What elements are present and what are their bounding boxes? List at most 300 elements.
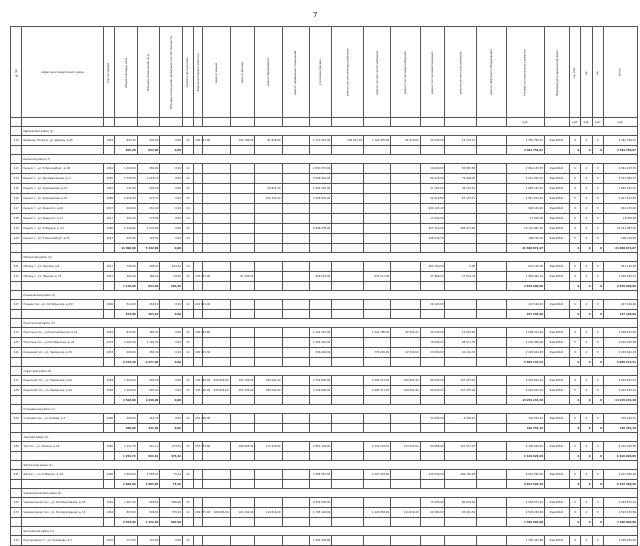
value-cell: 0 [581,442,592,452]
district-label: Обоянский район (2) [22,253,638,262]
value-cell: 16 134,47 [445,136,477,146]
empty-cell [203,518,230,527]
value-cell: 21 [182,136,193,146]
value-cell: 1966 [103,470,114,480]
value-cell: 404,40 [115,272,138,282]
table-row [11,234,638,244]
header-cell: Вид капитального ремонта [194,27,203,118]
value-cell: 0 [592,328,603,338]
empty-cell [194,244,203,253]
value-cell: 375,00 [160,508,183,518]
empty-cell [477,424,506,433]
value-cell: 820,00 [137,386,160,396]
total-cell: 962,90 [160,518,183,527]
value-cell: 21 [182,272,193,282]
table-row [11,338,638,348]
value-cell: Фев.2016г. [545,348,570,358]
value-cell: 128 972,20 [332,136,364,146]
empty-cell [477,214,506,224]
total-cell: 1 252,76 [115,452,138,461]
total-cell: 0 [592,282,603,291]
value-cell: 480,00 [115,414,138,424]
empty-cell [182,396,193,405]
empty-cell [445,396,477,405]
group-no-cell [11,367,22,376]
table-row [11,194,638,204]
value-cell: 222 [11,272,22,282]
value-cell: 1 595 435,80 [506,536,544,546]
total-cell: 473,32 [160,452,183,461]
value-cell [391,184,420,194]
value-cell [194,536,203,546]
header-cell: ед. [592,27,603,118]
value-cell: 2 508 501,00 [309,194,332,204]
table-row [11,224,638,234]
total-cell: 7 466 904,08 [506,518,544,527]
value-cell [445,204,477,214]
table-row [11,204,638,214]
value-cell: 0 [581,194,592,204]
value-cell [255,414,282,424]
value-cell: 206 471,00 [445,224,477,234]
empty-cell [364,244,391,253]
empty-cell [545,518,570,527]
empty-cell [545,452,570,461]
value-cell [332,508,364,518]
value-cell [364,414,391,424]
value-cell [282,376,309,386]
header-cell: Итого [603,27,637,118]
value-cell [332,442,364,452]
district-total-row [11,282,638,291]
header-cell: ремонт подвальных помещений [282,27,309,118]
value-cell: 829 024,00 [309,272,332,282]
value-cell: Фев.2016г. [545,194,570,204]
address-cell: Кшенский пос., ул. Заводская, д.10 [22,386,103,396]
value-cell: 10 141 987,20 [506,224,544,234]
table-row [11,348,638,358]
empty-cell [282,358,309,367]
value-cell: 0,00 [160,184,183,194]
value-cell [282,272,309,282]
district-total-row [11,424,638,433]
total-cell: 0 [581,310,592,319]
total-cell: 0 [592,452,603,461]
value-cell: Фев.2016г. [545,328,570,338]
empty-cell [203,396,230,405]
value-cell: 21 [182,442,193,452]
value-cell: 261,40 [137,204,160,214]
empty-cell [477,194,506,204]
value-cell: 21 [182,414,193,424]
group-no-cell [11,127,22,136]
value-cell: 26 145,00 [420,300,445,310]
value-cell: 100 550,00 [420,470,445,480]
address-cell: Рыльск г., ул. Хорошилова, д.76 [22,194,103,204]
value-cell: 757,00 [115,536,138,546]
header-cell: Количество жителей [182,27,193,118]
empty-cell [477,386,506,396]
value-cell: 21 [182,376,193,386]
value-cell: 6 624 622,24 [603,386,637,396]
total-cell: 0 [569,424,580,433]
value-cell: 1957 [103,272,114,282]
empty-cell [477,272,506,282]
empty-cell [282,452,309,461]
value-cell: 0 [592,136,603,146]
district-total-row [11,358,638,367]
header-cell: ремонт систем газоснабжения [445,27,477,118]
value-cell: 0 [581,376,592,386]
value-cell: 2 698 612,94 [506,328,544,338]
value-cell: 21 [182,184,193,194]
value-cell: 941 150,00 [506,262,544,272]
value-cell [364,204,391,214]
value-cell: 2 963 673,24 [603,498,637,508]
value-cell [230,214,255,224]
value-cell: 0 [592,224,603,234]
address-cell: Кшенский пос., ул. Заводская, д.10 [22,376,103,386]
empty-cell [477,328,506,338]
value-cell: 1 421 983,20 [364,508,391,518]
value-cell: 6 126 029,95 [603,442,637,452]
value-cell [332,300,364,310]
value-cell: 37 986,47 [420,272,445,282]
empty-cell [332,282,364,291]
value-cell: 114 616,40 [255,508,282,518]
value-cell: 27 165,05 [420,184,445,194]
district-group-row [11,527,638,536]
empty-cell [477,480,506,489]
empty-cell [477,310,506,319]
value-cell: 227 [11,376,22,386]
value-cell: 0,00 [160,414,183,424]
empty-cell [332,310,364,319]
value-cell: 463,10 [137,300,160,310]
empty-cell [309,396,332,405]
empty-cell [203,480,230,489]
value-cell: 102 796,00 [230,136,255,146]
empty-cell [182,480,193,489]
value-cell [332,328,364,338]
empty-cell [11,518,22,527]
value-cell: 218 [11,214,22,224]
empty-cell [445,282,477,291]
address-cell: Фатеж г., ул. К.Маркса, д. 63 [22,470,103,480]
value-cell [230,348,255,358]
empty-cell [477,376,506,386]
value-cell [332,262,364,272]
total-cell: 0 [569,396,580,405]
value-cell: 6 624 622,24 [506,386,544,396]
value-cell [332,348,364,358]
value-cell [282,136,309,146]
value-cell: 34 151,51 [445,184,477,194]
value-cell: 21 [182,348,193,358]
value-cell: 9 612 590,28 [506,470,544,480]
value-cell: 75,16 [160,470,183,480]
total-cell: 6 126 029,95 [506,452,544,461]
value-cell: Фев.2016г. [545,508,570,518]
empty-cell [445,358,477,367]
district-group-row [11,405,638,414]
total-cell: 480,00 [115,424,138,433]
empty-cell [11,480,22,489]
value-cell: 21 [182,174,193,184]
empty-cell [477,452,506,461]
total-cell: 13 249 244,48 [603,396,637,405]
value-cell: 1 021 780,20 [364,328,391,338]
value-cell: 2 090 471,20 [364,376,391,386]
value-cell: 2 083,95 [137,470,160,480]
total-cell: 2 415,40 [115,358,138,367]
value-cell: 3 212 993,75 [603,174,637,184]
total-cell: 247 166,00 [603,310,637,319]
empty-cell [103,310,114,319]
value-cell [194,234,203,244]
value-cell [255,262,282,272]
value-cell [309,262,332,272]
group-no-cell [11,291,22,300]
empty-cell [11,358,22,367]
address-cell: Черемисиново пос., ул. Кооперативная, д. 15 [22,498,103,508]
total-cell: 0,00 [160,424,183,433]
value-cell: 137 475,04 [445,376,477,386]
value-cell: 1 595 435,80 [309,536,332,546]
table-row [11,414,638,424]
total-cell: 634,40 [137,282,160,291]
value-cell: 0 [581,234,592,244]
empty-cell [364,282,391,291]
value-cell: 826,50 [137,498,160,508]
value-cell: 0 [592,508,603,518]
total-cell: 632,90 [137,146,160,155]
value-cell [391,262,420,272]
empty-cell [103,518,114,527]
empty-cell [282,146,309,155]
value-cell: 1917 [103,214,114,224]
value-cell: 0 [581,136,592,146]
empty-cell [332,452,364,461]
value-cell: 820,00 [137,376,160,386]
empty-cell [194,518,203,527]
empty-cell [103,146,114,155]
value-cell: 2 502 456,28 [506,338,544,348]
value-cell: 1917 [103,204,114,214]
value-cell: 0,00 [160,338,183,348]
empty-cell [332,244,364,253]
empty-cell [255,518,282,527]
value-cell: 221 [11,262,22,272]
total-cell: 0,00 [160,396,183,405]
empty-cell [11,452,22,461]
total-cell: 0,00 [160,244,183,253]
header-cell: ремонт систем водоотведения [420,27,445,118]
empty-cell [420,480,445,489]
value-cell: 1917 [103,262,114,272]
value-cell [309,204,332,214]
header-cell: № п/п [11,27,22,118]
value-cell: 330 254,15 [506,414,544,424]
value-cell: 169 054,40 [391,386,420,396]
empty-cell [22,310,103,319]
value-cell: 81 818,60 [255,136,282,146]
empty-cell [364,310,391,319]
value-cell: 0 [592,338,603,348]
total-cell: 0 [569,282,580,291]
empty-cell [445,310,477,319]
value-cell: 115,30 [137,234,160,244]
empty-cell [477,414,506,424]
total-cell: 2 870 600,00 [506,282,544,291]
empty-cell [255,480,282,489]
address-cell: Тим пос., ул. Ленина, д.22 [22,442,103,452]
value-cell [230,536,255,546]
value-cell: 2 256,30 [115,194,138,204]
empty-cell [477,518,506,527]
value-cell [203,174,230,184]
value-cell: 21 [182,338,193,348]
value-cell [282,386,309,396]
value-cell: 23 050,00 [420,348,445,358]
district-label: Поныровский район (1) [22,291,638,300]
value-cell [194,470,203,480]
table-row [11,536,638,546]
empty-cell [445,518,477,527]
value-cell [282,234,309,244]
value-cell: 229 [11,414,22,424]
value-cell: 0,00 [160,234,183,244]
total-cell: 0 [581,396,592,405]
group-no-cell [11,527,22,536]
value-cell [282,470,309,480]
value-cell [332,536,364,546]
empty-cell [445,452,477,461]
value-cell [255,164,282,174]
value-cell: 6 624 622,24 [506,376,544,386]
value-cell: 173 225,64 [255,442,282,452]
empty-cell [230,146,255,155]
table-row [11,174,638,184]
empty-cell [230,282,255,291]
value-cell: 707,80 [137,536,160,546]
district-label: Солнцевский район (1) [22,405,638,414]
district-label: Черемисиновский район (2) [22,489,638,498]
district-total-row [11,480,638,489]
total-cell: 463,10 [137,310,160,319]
address-cell: Пригородная ст., ул. Комарова, д.3 [22,536,103,546]
header-cell: ед. изм. [569,27,580,118]
value-cell: 1 929 490,14 [506,272,544,282]
value-cell [255,470,282,480]
value-cell [203,338,230,348]
empty-cell [282,424,309,433]
empty-cell [194,146,203,155]
table-row [11,214,638,224]
value-cell: 6 126 029,95 [506,442,544,452]
empty-cell [477,536,506,546]
empty-cell [255,396,282,405]
value-cell [282,508,309,518]
value-cell [255,498,282,508]
value-cell [282,328,309,338]
value-cell: 0 [569,194,580,204]
value-cell: Фев.2016г. [545,338,570,348]
value-cell: 0 [592,376,603,386]
value-cell: 127 537,97 [445,442,477,452]
value-cell: 198 726,30 [420,234,445,244]
value-cell: 1 061,60 [115,338,138,348]
value-cell [445,300,477,310]
empty-cell [477,164,506,174]
value-cell [230,328,255,338]
value-cell: 0 [581,164,592,174]
empty-cell [477,224,506,234]
value-cell [282,184,309,194]
value-cell: 228 [11,386,22,396]
value-cell: 0,00 [160,224,183,234]
value-cell [364,184,391,194]
header-cell: ремонт фундамента [255,27,282,118]
empty-cell [391,452,420,461]
value-cell: 1958 [103,376,114,386]
value-cell: 1 795 140,00 [309,508,332,518]
value-cell: 2 204 661,63 [506,348,544,358]
value-cell: 30 530,00 [420,328,445,338]
value-cell: 1964 [103,508,114,518]
value-cell: 268 285,40 [230,442,255,452]
district-total-row [11,396,638,405]
district-group-row [11,127,638,136]
value-cell: 101 244,60 [230,508,255,518]
value-cell: 34 000,00 [420,414,445,424]
total-cell: 2 083,95 [137,480,160,489]
total-cell: 693,20 [115,146,138,155]
value-cell: 1963 [103,136,114,146]
empty-cell [445,424,477,433]
empty-cell [255,244,282,253]
value-cell: 0 [581,498,592,508]
empty-cell [477,136,506,146]
value-cell: 343 746,00 [194,376,203,386]
value-cell [194,184,203,194]
value-cell [282,414,309,424]
value-cell [332,376,364,386]
value-cell [194,194,203,204]
value-cell [332,234,364,244]
value-cell: 301,20 [115,214,138,224]
district-group-row [11,433,638,442]
empty-cell [477,396,506,405]
value-cell: 291 336,00 [230,386,255,396]
value-cell: 0 [592,234,603,244]
value-cell [282,300,309,310]
value-cell: Фев.2016г. [545,414,570,424]
empty-cell [103,244,114,253]
total-cell: 21 868 871,97 [603,244,637,253]
value-cell: 4 110 334,00 [364,470,391,480]
value-cell [230,184,255,194]
empty-cell [477,348,506,358]
district-group-row [11,367,638,376]
empty-cell [445,244,477,253]
empty-cell [545,310,570,319]
value-cell [445,214,477,224]
value-cell: Фев.2016г. [545,262,570,272]
empty-cell [309,518,332,527]
value-cell: 198 726,30 [506,234,544,244]
value-cell: 2 204 661,63 [603,348,637,358]
